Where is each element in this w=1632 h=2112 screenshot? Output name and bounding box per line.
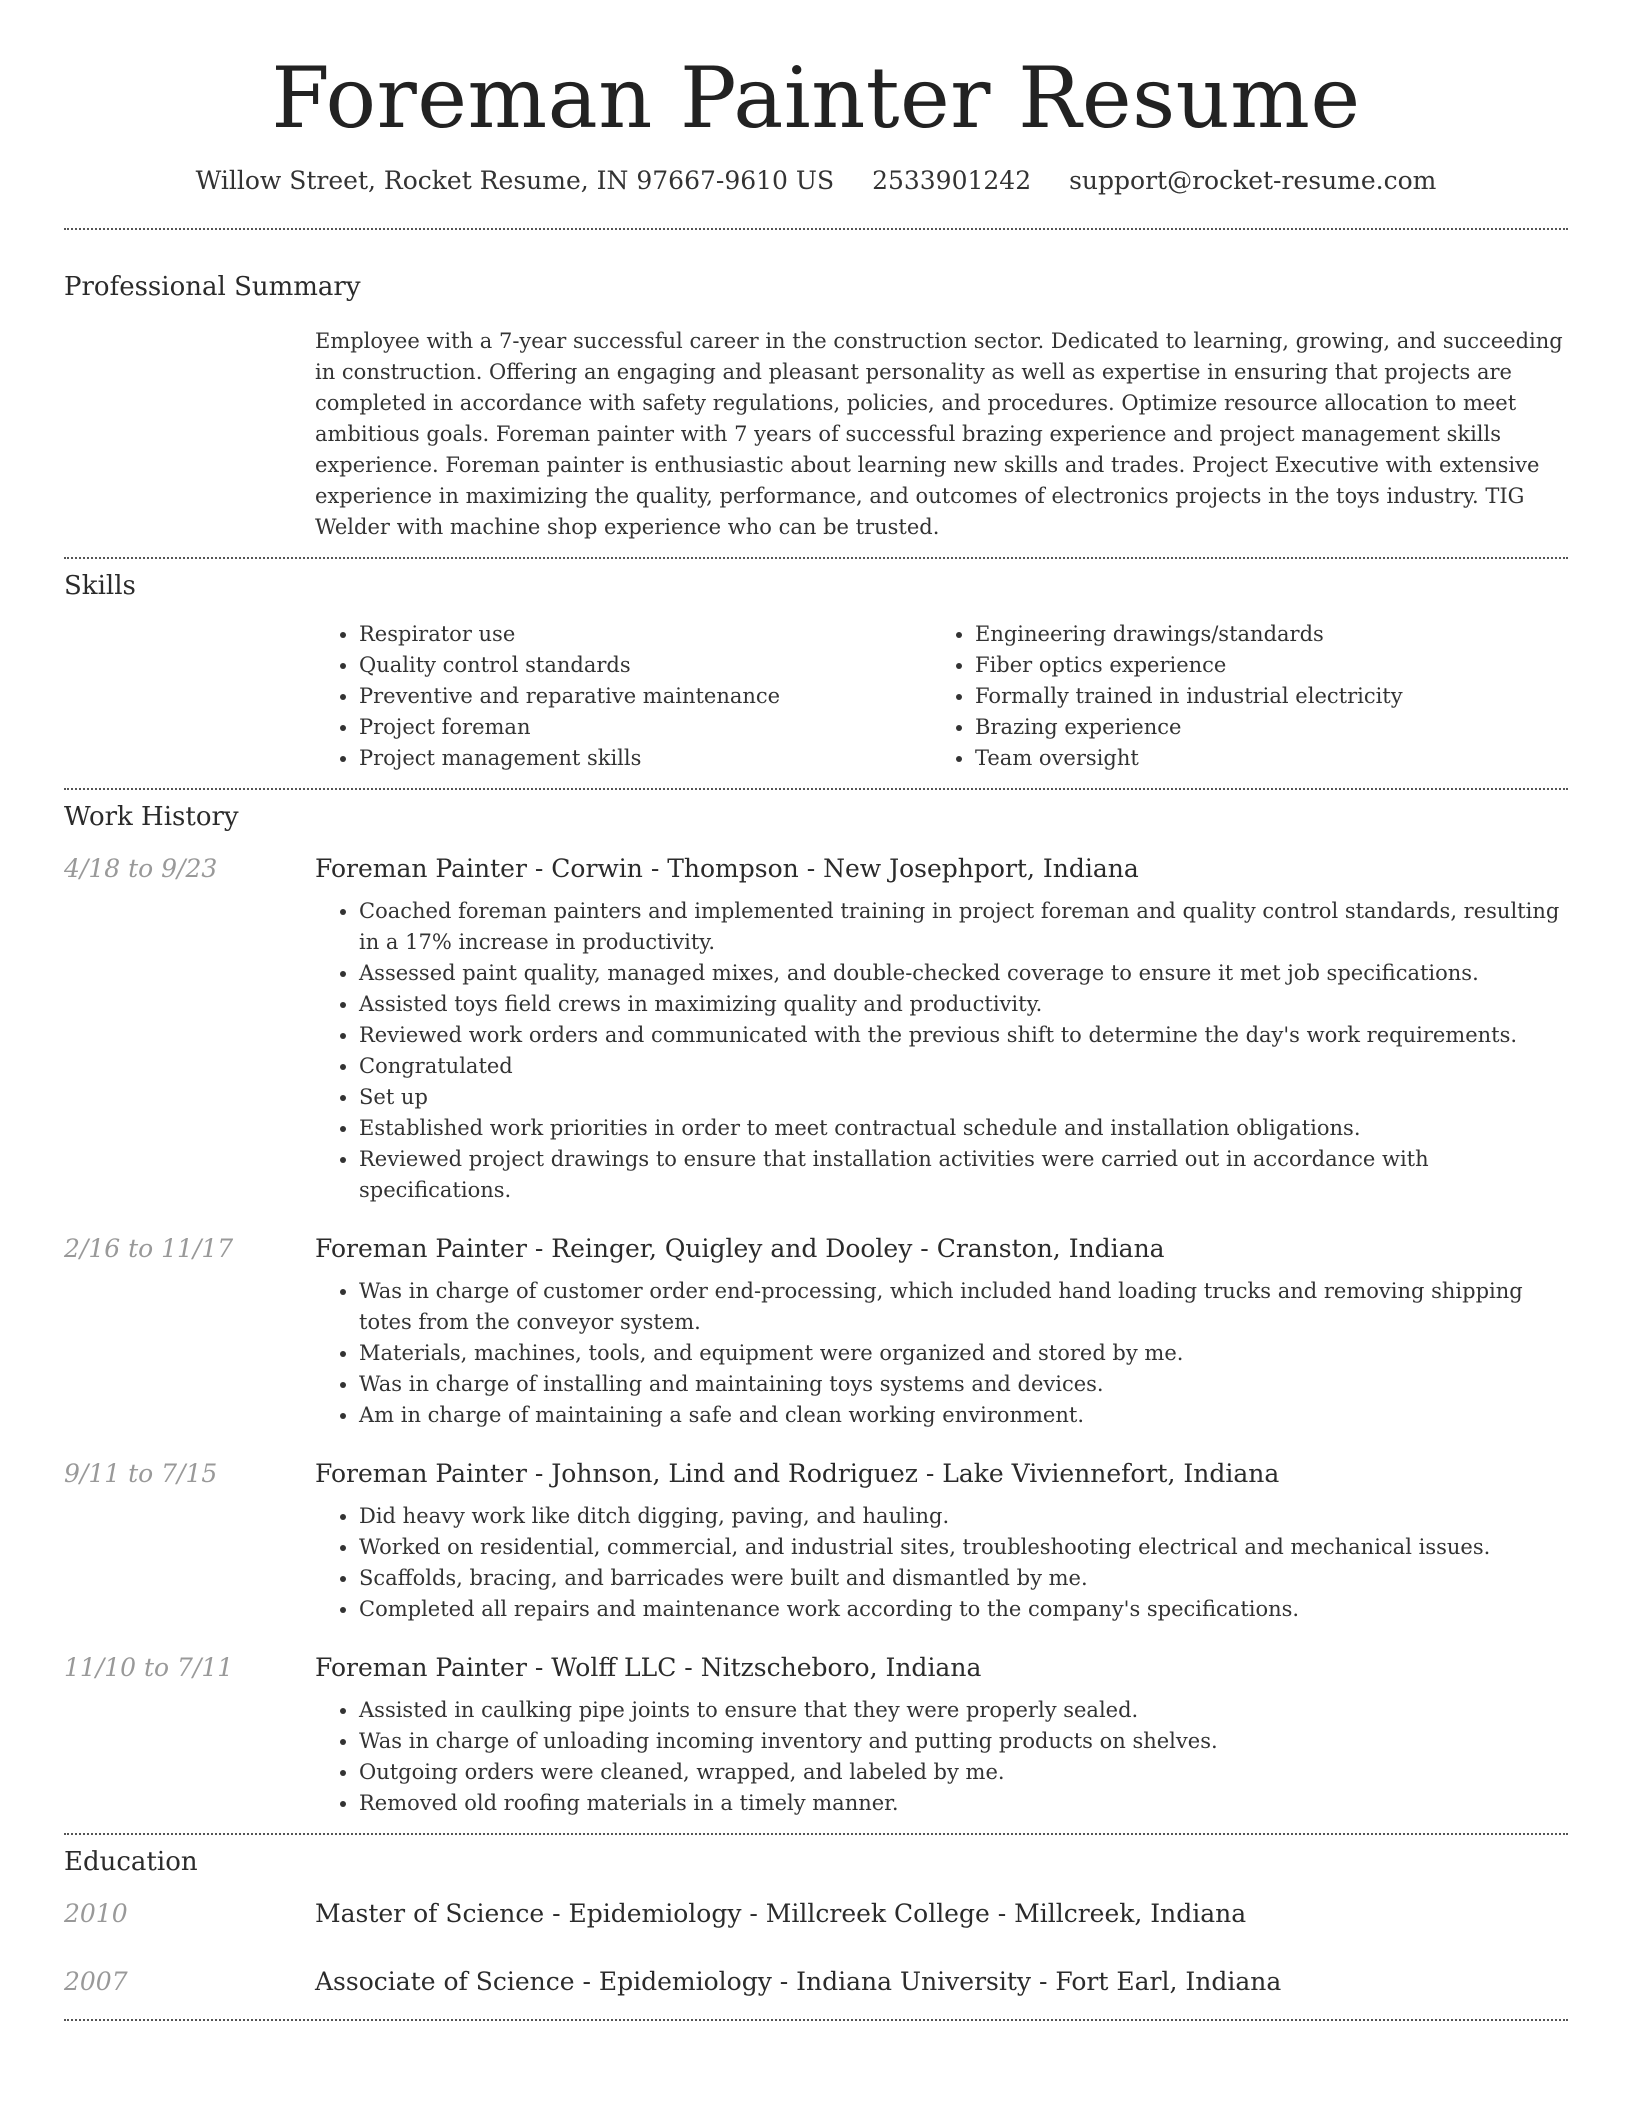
job-date: 2/16 to 11/17 — [64, 1234, 234, 1264]
summary-text: Employee with a 7-year successful career in the construction sector. Dedicated to learning, growing, and succeeding in construction. Offering an engaging and pleasant personality as well as expertise in ensuring that projects are completed in accordance with safety regulations, policies, and procedures. Optimize resource allocation to meet ambitious goals. Foreman painter with 7 years of successful brazing experience and project management skills experience. Foreman painter is enthusiastic about learning new skills and trades. Project Executive with extensive experience in maximizing the quality, performance, and outcomes of electronics projects in the toys industry. TIG Welder with machine shop experience who can be trusted. — [315, 329, 1563, 540]
work-history-section — [64, 802, 1568, 1819]
skill-item: • Brazing experience — [975, 712, 1547, 743]
job-bullet: • Reviewed project drawings to ensure that installation activities were carried out in accordance with specifications. — [359, 1144, 1568, 1206]
summary-section — [64, 272, 1568, 543]
job-bullet: • Assisted toys field crews in maximizing quality and productivity. — [359, 989, 1568, 1020]
skills-grid — [315, 619, 1568, 774]
education-year: 2010 — [64, 1899, 128, 1929]
job-bullet: • Reviewed work orders and communicated with the previous shift to determine the day's work requirements. — [359, 1020, 1568, 1051]
job-bullet: • Am in charge of maintaining a safe and clean working environment. — [359, 1400, 1568, 1431]
job-title: Foreman Painter - Johnson, Lind and Rodriguez - Lake Viviennefort, Indiana — [315, 1459, 1280, 1489]
skill-item: • Quality control standards — [359, 650, 931, 681]
job-bullet: • Established work priorities in order to meet contractual schedule and installation obligations. — [359, 1113, 1568, 1144]
contact-phone: 2533901242 — [872, 166, 1032, 196]
education-year: 2007 — [64, 1967, 128, 1997]
contact-address: Willow Street, Rocket Resume, IN 97667-9610 US — [195, 166, 835, 196]
job-title: Foreman Painter - Reinger, Quigley and Dooley - Cranston, Indiana — [315, 1234, 1165, 1264]
job-list — [64, 850, 1568, 1819]
education-heading: Education — [64, 1847, 198, 1878]
job-bullet: • Set up — [359, 1082, 1568, 1113]
job-entry — [64, 1230, 1568, 1431]
job-body — [315, 1649, 1568, 1819]
job-bullet: • Removed old roofing materials in a timely manner. — [359, 1788, 1568, 1819]
job-bullet: • Coached foreman painters and implemented training in project foreman and quality control standards, resulting in a 17% increase in productivity. — [359, 896, 1568, 958]
job-bullet: • Was in charge of customer order end-processing, which included hand loading trucks and removing shipping totes from the conveyor system. — [359, 1276, 1568, 1338]
summary-heading: Professional Summary — [64, 272, 361, 303]
education-degree: Master of Science - Epidemiology - Millcreek College - Millcreek, Indiana — [315, 1899, 1247, 1929]
resume-title: Foreman Painter Resume — [271, 49, 1361, 147]
job-entry — [64, 1649, 1568, 1819]
job-bullets — [315, 896, 1568, 1206]
section-divider — [64, 557, 1568, 559]
job-bullet: • Worked on residential, commercial, and industrial sites, troubleshooting electrical and mechanical issues. — [359, 1532, 1568, 1563]
job-bullets — [315, 1501, 1568, 1625]
job-entry — [64, 850, 1568, 1206]
job-title: Foreman Painter - Corwin - Thompson - New Josephport, Indiana — [315, 854, 1139, 884]
job-body — [315, 1230, 1568, 1431]
contact-email: support@rocket-resume.com — [1069, 166, 1437, 196]
skill-item: • Project foreman — [359, 712, 931, 743]
job-bullet: • Assisted in caulking pipe joints to ensure that they were properly sealed. — [359, 1695, 1568, 1726]
contact-line — [64, 166, 1568, 195]
job-bullet: • Assessed paint quality, managed mixes, and double-checked coverage to ensure it met job specifications. — [359, 958, 1568, 989]
job-date: 9/11 to 7/15 — [64, 1459, 218, 1489]
job-title: Foreman Painter - Wolff LLC - Nitzscheboro, Indiana — [315, 1653, 982, 1683]
skill-item: • Formally trained in industrial electricity — [975, 681, 1547, 712]
education-degree: Associate of Science - Epidemiology - Indiana University - Fort Earl, Indiana — [315, 1967, 1282, 1997]
education-section — [64, 1847, 1568, 2001]
job-body — [315, 1455, 1568, 1625]
job-date: 4/18 to 9/23 — [64, 854, 218, 884]
resume-header — [64, 0, 1568, 195]
job-bullet: • Outgoing orders were cleaned, wrapped, and labeled by me. — [359, 1757, 1568, 1788]
job-date: 11/10 to 7/11 — [64, 1653, 234, 1683]
job-body — [315, 850, 1568, 1206]
job-bullet: • Was in charge of installing and maintaining toys systems and devices. — [359, 1369, 1568, 1400]
section-divider — [64, 1833, 1568, 1835]
job-bullet: • Materials, machines, tools, and equipment were organized and stored by me. — [359, 1338, 1568, 1369]
skill-item: • Respirator use — [359, 619, 931, 650]
job-bullet: • Did heavy work like ditch digging, paving, and hauling. — [359, 1501, 1568, 1532]
job-bullets — [315, 1695, 1568, 1819]
job-bullet: • Was in charge of unloading incoming inventory and putting products on shelves. — [359, 1726, 1568, 1757]
skills-section — [64, 571, 1568, 774]
job-bullet: • Scaffolds, bracing, and barricades were built and dismantled by me. — [359, 1563, 1568, 1594]
skills-heading: Skills — [64, 571, 136, 602]
job-bullet: • Completed all repairs and maintenance work according to the company's specifications. — [359, 1594, 1568, 1625]
skills-column-right — [931, 619, 1547, 774]
section-divider — [64, 788, 1568, 790]
skill-item: • Fiber optics experience — [975, 650, 1547, 681]
skill-item: • Team oversight — [975, 743, 1547, 774]
education-list — [64, 1895, 1568, 2001]
job-bullets — [315, 1276, 1568, 1431]
work-history-heading: Work History — [64, 802, 239, 833]
skills-column-left — [315, 619, 931, 774]
job-entry — [64, 1455, 1568, 1625]
job-bullet: • Congratulated — [359, 1051, 1568, 1082]
skill-item: • Project management skills — [359, 743, 931, 774]
section-divider — [64, 2019, 1568, 2021]
skill-item: • Preventive and reparative maintenance — [359, 681, 931, 712]
section-divider — [64, 228, 1568, 230]
education-entry — [64, 1963, 1568, 2001]
skill-item: • Engineering drawings/standards — [975, 619, 1547, 650]
education-entry — [64, 1895, 1568, 1933]
